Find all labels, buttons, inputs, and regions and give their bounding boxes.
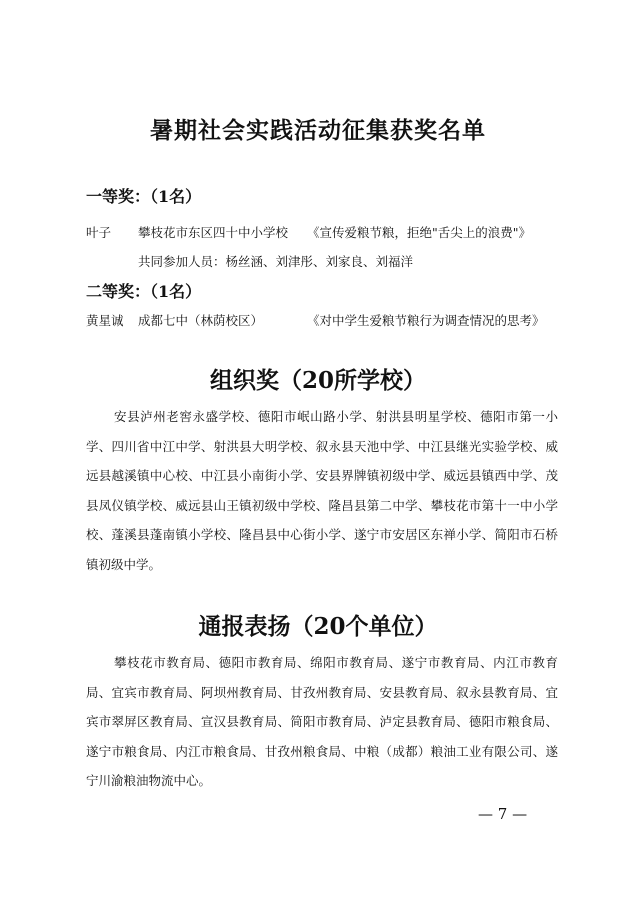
second-prize-school: 成都七中（林荫校区） bbox=[138, 313, 264, 328]
second-prize-work: 《对中学生爱粮节粮行为调查情况的思考》 bbox=[307, 313, 545, 328]
page-number: — 7 — bbox=[478, 805, 528, 823]
first-prize-school: 攀枝花市东区四十中小学校 bbox=[138, 225, 289, 240]
first-prize-heading: 一等奖：（1名） bbox=[86, 187, 202, 206]
first-prize-participants: 共同参加人员：杨丝涵、刘津彤、刘家良、刘福洋 bbox=[138, 254, 414, 269]
commendation-list: 攀枝花市教育局、德阳市教育局、绵阳市教育局、遂宁市教育局、内江市教育局、宜宾市教育局、阿坝州教育局、甘孜州教育局、安县教育局、叙永县教育局、宜宾市翠屏区教育局、宣汉县教育局、简阳市教育局、泸定县教育局、德阳市粮食局、遂宁市粮食局、内江市粮食局、甘孜州粮食局、中粮（成都）粮油工业有限公司、遂宁川渝粮油物流中心。 bbox=[86, 655, 558, 788]
second-prize-name: 黄星诚 bbox=[86, 313, 124, 328]
organization-award-heading: 组织奖（20所学校） bbox=[209, 367, 426, 394]
first-prize-work: 《宣传爱粮节粮，拒绝"舌尖上的浪费"》 bbox=[307, 225, 531, 240]
second-prize-heading: 二等奖：（1名） bbox=[86, 282, 202, 301]
commendation-heading: 通报表扬（20个单位） bbox=[198, 613, 438, 640]
organization-award-list: 安县泸州老窖永盛学校、德阳市岷山路小学、射洪县明星学校、德阳市第一小学、四川省中江中学、射洪县大明学校、叙永县天池中学、中江县继光实验学校、威远县越溪镇中心校、中江县小南街小学、安县界牌镇初级中学、威远县镇西中学、茂县凤仪镇学校、威远县山王镇初级中学校、隆昌县第二中学、攀枝花市第十一中小学校、蓬溪县蓬南镇小学校、隆昌县中心街小学、遂宁市安居区东禅小学、简阳市石桥镇初级中学。 bbox=[86, 409, 558, 572]
first-prize-name: 叶子 bbox=[86, 225, 112, 240]
document-title: 暑期社会实践活动征集获奖名单 bbox=[150, 117, 486, 144]
